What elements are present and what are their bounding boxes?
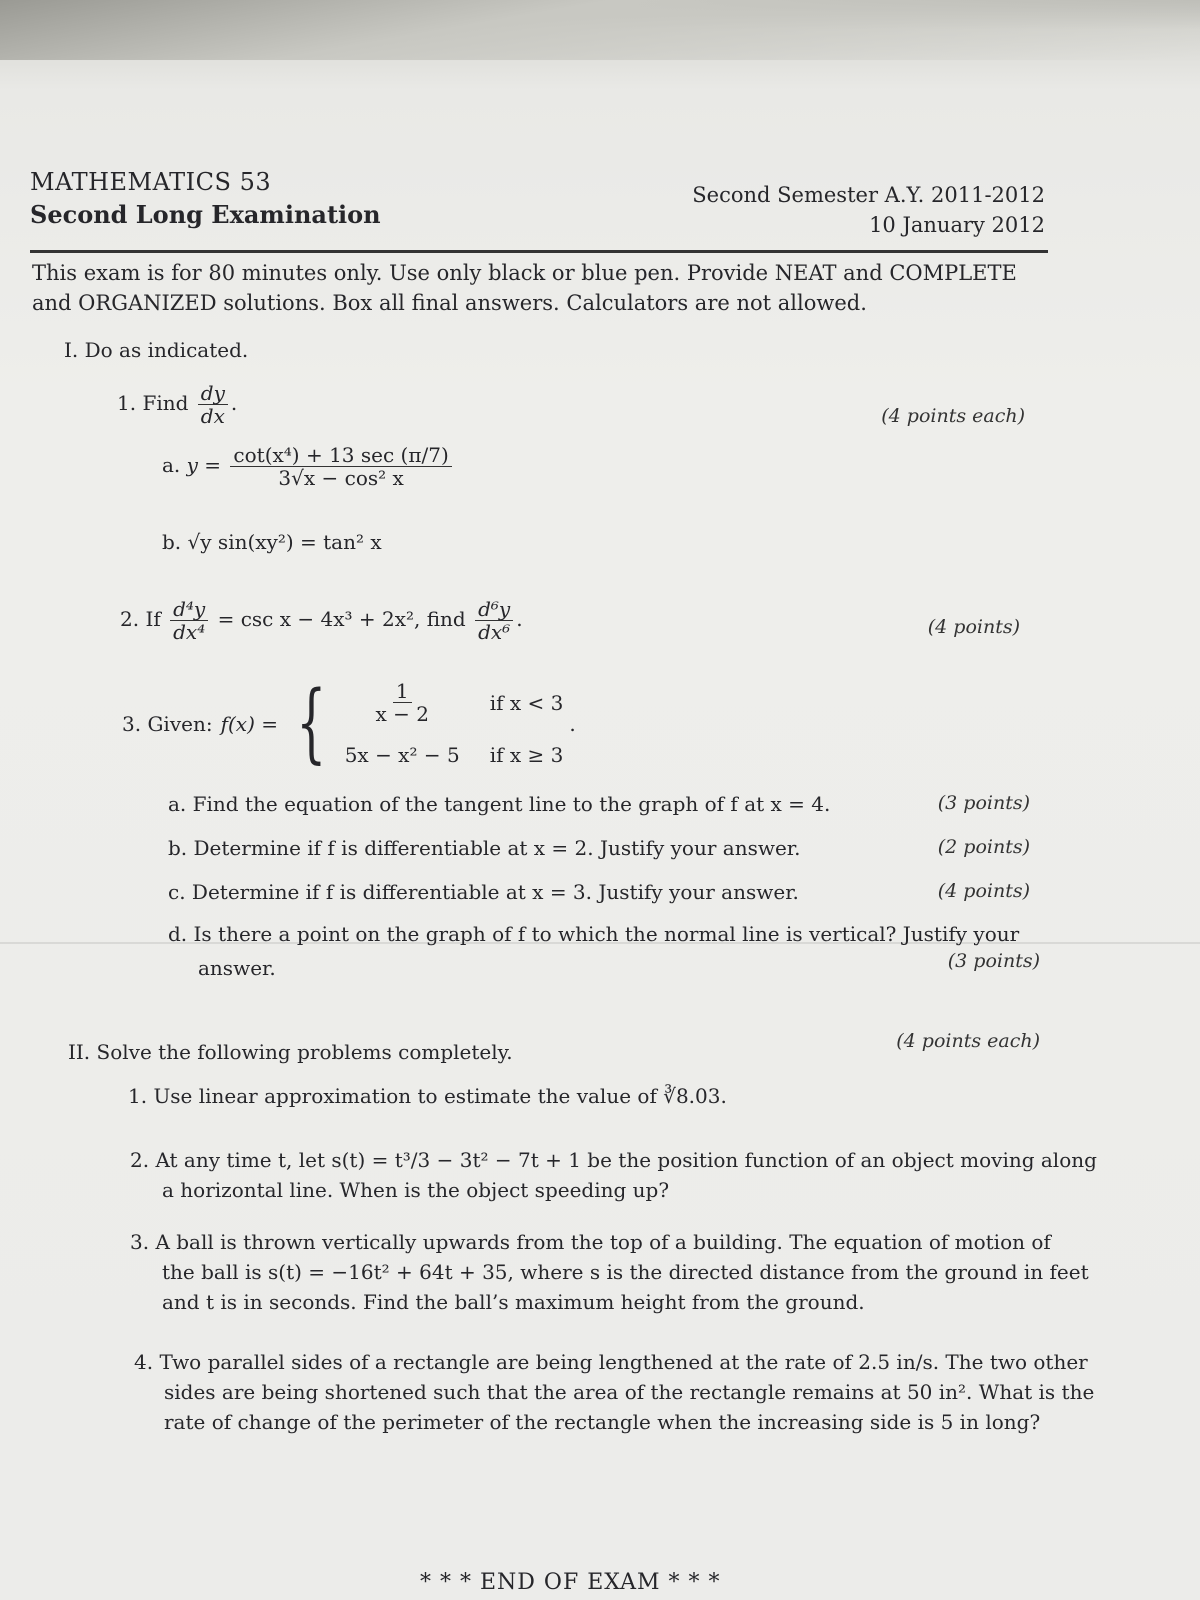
q3-function: f(x) = xyxy=(220,711,278,736)
q1a-label: a. xyxy=(162,453,181,477)
q3-cases xyxy=(345,680,564,767)
q3-case1-den: x − 2 xyxy=(375,702,429,726)
q1-frac-den: dx xyxy=(200,404,225,428)
q3-definition xyxy=(122,673,576,774)
q3-case1-fraction xyxy=(348,680,457,725)
q2-middle: = csc x − 4x³ + 2x², find xyxy=(217,607,466,631)
q3 xyxy=(122,673,576,774)
q2-label: 2. If xyxy=(120,607,161,631)
p2-item3-cont2: and t is in seconds. Find the ball’s maximum height from the ground. xyxy=(162,1290,865,1314)
q2-rhs-num: d⁶y xyxy=(475,598,513,621)
part2-points: (4 points each) xyxy=(896,1030,1040,1052)
p2-item3: 3. A ball is thrown vertically upwards from the top of a building. The equation of motion of xyxy=(130,1230,1051,1254)
q1-frac-num: dy xyxy=(198,382,228,405)
q3-case1-condition: if x < 3 xyxy=(489,690,564,715)
q1-period: . xyxy=(230,391,238,415)
q2-rhs-fraction xyxy=(475,598,513,643)
part2-heading: II. Solve the following problems completely. xyxy=(68,1040,513,1064)
instructions: This exam is for 80 minutes only. Use only black or blue pen. Provide NEAT and COMPLETE and ORGANIZED solutions. Box all final answers. Calculators are not allowed. xyxy=(32,261,1017,315)
end-of-exam: * * * END OF EXAM * * * xyxy=(420,1570,721,1595)
q3-case1-num: 1 xyxy=(393,680,412,703)
q1b-expression: √y sin(xy²) = tan² x xyxy=(187,530,382,554)
q1a-fraction xyxy=(230,444,451,489)
course-title: MATHEMATICS 53 xyxy=(30,168,272,196)
semester: Second Semester A.Y. 2011-2012 xyxy=(692,183,1045,207)
q3d-points: (3 points) xyxy=(947,950,1040,972)
q2-period: . xyxy=(516,607,523,631)
p2-item3-cont: the ball is s(t) = −16t² + 64t + 35, where s is the directed distance from the ground in feet xyxy=(162,1260,1089,1284)
q3b-text: b. Determine if f is differentiable at x = 2. Justify your answer. xyxy=(168,836,801,860)
q1b xyxy=(162,530,382,554)
q1a-lhs: y = xyxy=(186,453,222,477)
q1-points: (4 points each) xyxy=(881,405,1025,427)
q2 xyxy=(120,598,523,643)
q3-period: . xyxy=(569,711,576,736)
q1 xyxy=(117,382,237,427)
header-rule xyxy=(30,250,1048,253)
p2-item4-cont2: rate of change of the perimeter of the rectangle when the increasing side is 5 in long? xyxy=(164,1410,1041,1434)
q1-derivative xyxy=(198,382,228,427)
q1b-label: b. xyxy=(162,530,182,554)
q2-lhs-num: d⁴y xyxy=(170,598,208,621)
q3a-points: (3 points) xyxy=(937,792,1030,814)
q2-points: (4 points) xyxy=(927,616,1020,638)
p2-item1: 1. Use linear approximation to estimate the value of ∛8.03. xyxy=(128,1084,727,1108)
q3c-text: c. Determine if f is differentiable at x = 3. Justify your answer. xyxy=(168,880,799,904)
q3b-points: (2 points) xyxy=(937,836,1030,858)
q3c-points: (4 points) xyxy=(937,880,1030,902)
part1-heading: I. Do as indicated. xyxy=(64,338,249,362)
q2-lhs-den: dx⁴ xyxy=(173,620,206,644)
exam-date: 10 January 2012 xyxy=(869,213,1045,237)
q3-label: 3. Given: xyxy=(122,711,213,736)
q3-case2-expression: 5x − x² − 5 xyxy=(344,743,460,767)
q3d-continuation: answer. xyxy=(198,956,276,980)
q3-case2-condition: if x ≥ 3 xyxy=(489,743,564,767)
q1-label: 1. Find xyxy=(117,391,189,415)
q1a-numerator: cot(x⁴) + 13 sec (π/7) xyxy=(230,444,451,467)
q3-brace: { xyxy=(296,673,327,774)
p2-item4-cont: sides are being shortened such that the area of the rectangle remains at 50 in². What is the xyxy=(164,1380,1095,1404)
exam-title: Second Long Examination xyxy=(30,200,381,229)
p2-item4: 4. Two parallel sides of a rectangle are being lengthened at the rate of 2.5 in/s. The two other xyxy=(134,1350,1088,1374)
q2-rhs-den: dx⁶ xyxy=(478,620,511,644)
q3a-text: a. Find the equation of the tangent line to the graph of f at x = 4. xyxy=(168,792,831,816)
q1a xyxy=(162,444,455,489)
q2-lhs-fraction xyxy=(170,598,208,643)
p2-item2: 2. At any time t, let s(t) = t³/3 − 3t² − 7t + 1 be the position function of an object moving along xyxy=(130,1148,1097,1172)
p2-item2-cont: a horizontal line. When is the object speeding up? xyxy=(162,1178,670,1202)
q1a-denominator: 3√x − cos² x xyxy=(278,466,404,490)
q3d-text: d. Is there a point on the graph of f to which the normal line is vertical? Justify your xyxy=(168,922,1020,946)
